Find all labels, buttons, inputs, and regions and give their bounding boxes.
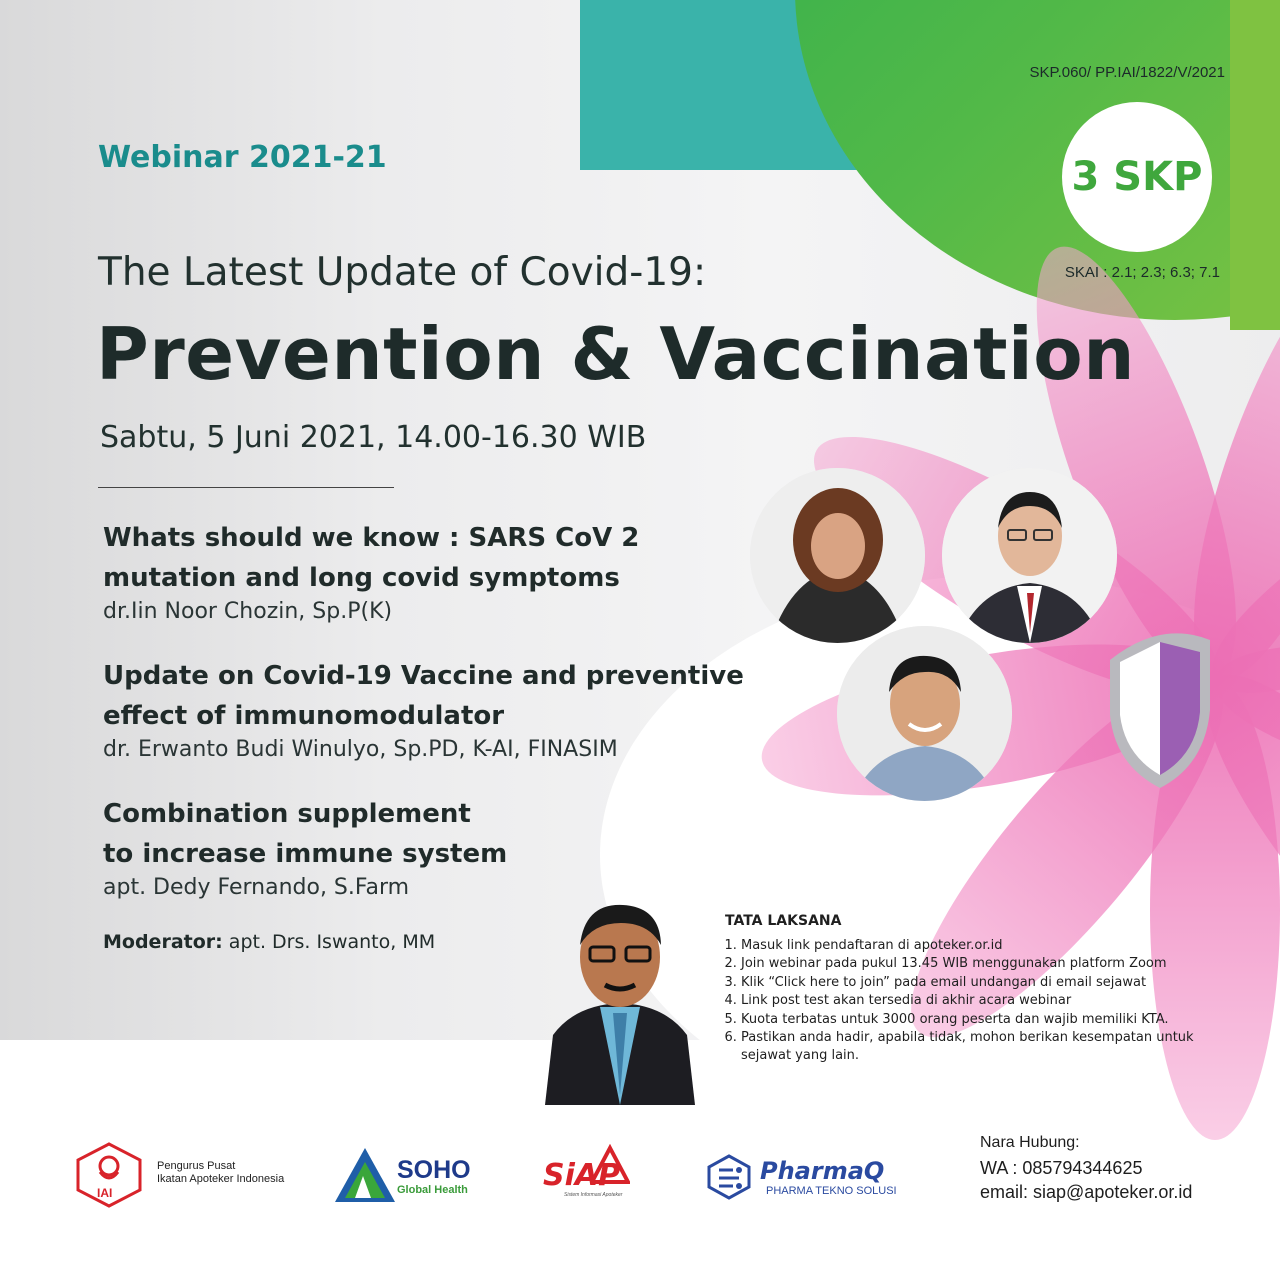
iai-line-2: Ikatan Apoteker Indonesia bbox=[157, 1173, 285, 1185]
skp-badge-label: 3 SKP bbox=[1071, 154, 1203, 200]
tata-laksana-title: TATA LAKSANA bbox=[725, 913, 842, 929]
list-item: 3. Klik “Click here to join” pada email undangan di email sejawat bbox=[741, 974, 1241, 992]
iai-line-1: Pengurus Pusat bbox=[157, 1160, 236, 1172]
siap-logo-text: SiAP bbox=[543, 1158, 621, 1193]
list-item: 4. Link post test akan tersedia di akhir acara webinar bbox=[741, 992, 1241, 1010]
webinar-label: Webinar 2021-21 bbox=[98, 140, 387, 175]
speaker-photo-3 bbox=[837, 626, 1012, 801]
pharmaq-logo-subtext: PHARMA TEKNO SOLUSI bbox=[766, 1185, 897, 1197]
skp-badge bbox=[1062, 102, 1212, 252]
divider bbox=[98, 487, 394, 488]
title-line-1: The Latest Update of Covid-19: bbox=[98, 250, 707, 295]
contact-whatsapp: WA : 085794344625 bbox=[980, 1158, 1143, 1178]
soho-logo-text: SOHO bbox=[397, 1156, 471, 1184]
tata-laksana bbox=[725, 913, 1241, 1066]
moderator-label: Moderator: bbox=[103, 931, 223, 953]
moderator-name: apt. Drs. Iswanto, MM bbox=[228, 931, 436, 953]
siap-logo-subtext: Sistem Informasi Apoteker bbox=[564, 1192, 623, 1198]
topic-item bbox=[103, 656, 744, 764]
topic-speaker: apt. Dedy Fernando, S.Farm bbox=[103, 875, 410, 900]
topic-speaker: dr.Iin Noor Chozin, Sp.P(K) bbox=[103, 599, 393, 624]
list-item: 1. Masuk link pendaftaran di apoteker.or.id bbox=[741, 937, 1241, 955]
iai-logo-mark: IAI bbox=[97, 1186, 113, 1200]
skai-codes: SKAI : 2.1; 2.3; 6.3; 7.1 bbox=[1064, 264, 1220, 281]
main-title: Prevention & Vaccination bbox=[96, 312, 1135, 396]
green-decor-edge bbox=[1230, 0, 1280, 330]
topic-item bbox=[103, 794, 507, 902]
speaker-photo-2 bbox=[942, 468, 1117, 643]
soho-logo-icon bbox=[333, 1146, 397, 1204]
skp-reference-number: SKP.060/ PP.IAI/1822/V/2021 bbox=[1029, 64, 1225, 81]
list-item: 2. Join webinar pada pukul 13.45 WIB menggunakan platform Zoom bbox=[741, 955, 1241, 973]
contact-info bbox=[980, 1134, 1192, 1204]
pharmaq-circuit-icon bbox=[703, 1152, 755, 1202]
speaker-photo-1 bbox=[750, 468, 925, 643]
event-schedule: Sabtu, 5 Juni 2021, 14.00-16.30 WIB bbox=[100, 420, 647, 455]
iai-logo-text bbox=[157, 1160, 284, 1186]
contact-email: email: siap@apoteker.or.id bbox=[980, 1182, 1193, 1202]
soho-logo-subtext: Global Health bbox=[397, 1184, 468, 1196]
topic-item bbox=[103, 518, 639, 626]
pharmaq-logo-text: PharmaQ bbox=[760, 1157, 885, 1185]
moderator-photo bbox=[545, 895, 695, 1105]
list-item: 5. Kuota terbatas untuk 3000 orang peserta dan wajib memiliki KTA. bbox=[741, 1011, 1241, 1029]
list-item: 6. Pastikan anda hadir, apabila tidak, mohon berikan kesempatan untuk sejawat yang lain. bbox=[741, 1029, 1241, 1066]
contact-title: Nara Hubung: bbox=[980, 1134, 1080, 1151]
topic-title: Update on Covid-19 Vaccine and preventive effect of immunomodulator bbox=[103, 661, 744, 731]
tata-laksana-list bbox=[725, 937, 1241, 1066]
shield-icon bbox=[1100, 620, 1220, 790]
topic-title: Whats should we know : SARS CoV 2 mutation and long covid symptoms bbox=[103, 523, 640, 593]
topic-title: Combination supplement to increase immune system bbox=[103, 799, 508, 869]
moderator-line bbox=[103, 931, 435, 953]
topic-speaker: dr. Erwanto Budi Winulyo, Sp.PD, K-AI, FINASIM bbox=[103, 737, 618, 762]
